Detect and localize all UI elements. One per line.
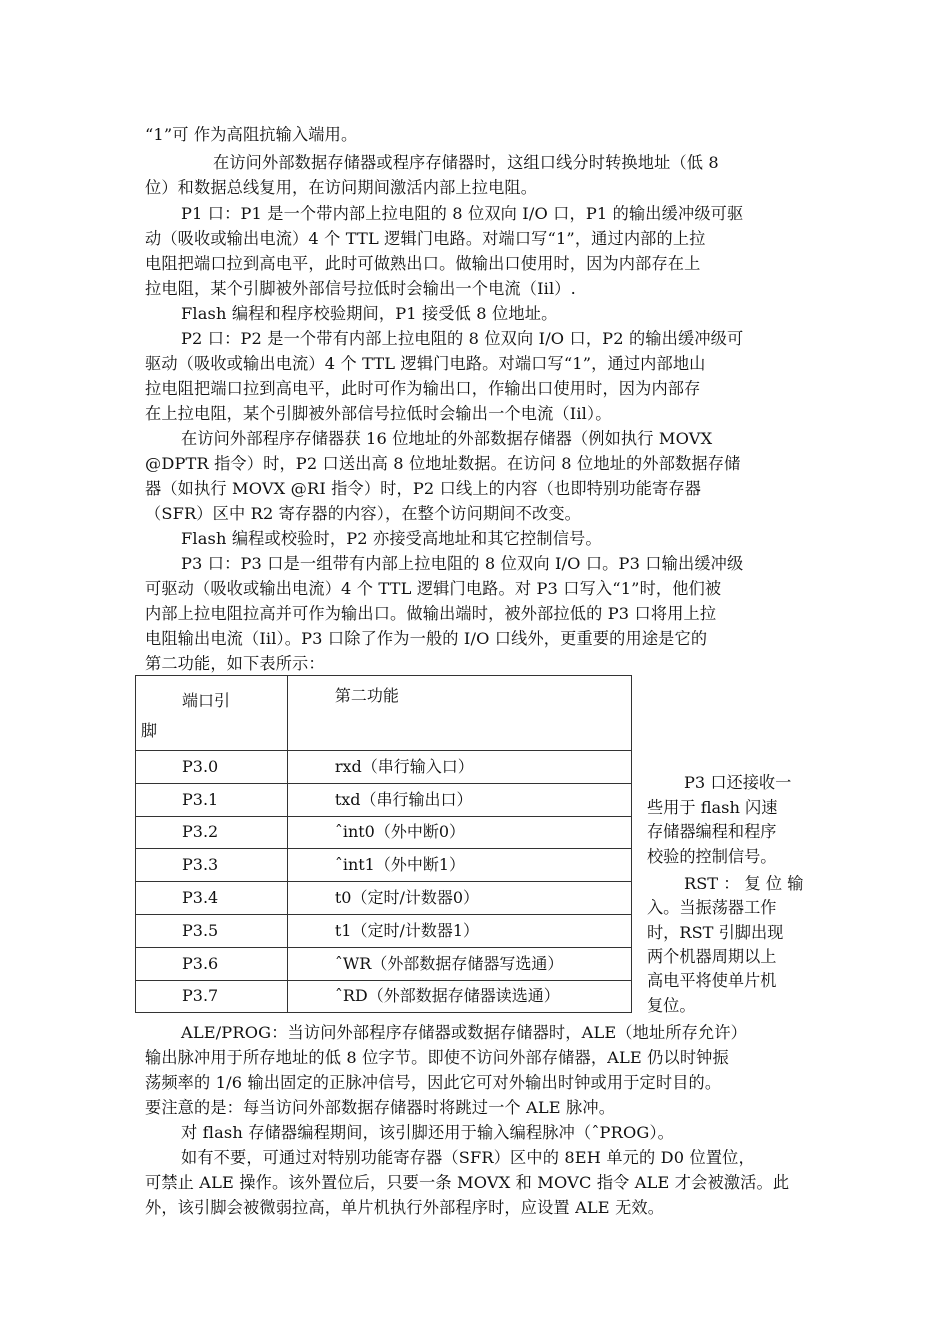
table-row: [136, 783, 632, 816]
side-text-line: 存储器编程和程序: [647, 822, 777, 841]
text-line: 在访问外部数据存储器或程序存储器时，这组口线分时转换地址（低 8: [213, 153, 719, 172]
function-cell: t1（定时/计数器1）: [287, 914, 631, 947]
side-text-line: 时，RST 引脚出现: [647, 923, 784, 942]
text-line: 第二功能，如下表所示：: [145, 654, 325, 673]
text-line: 器（如执行 MOVX @RI 指令）时，P2 口线上的内容（也即特别功能寄存器: [145, 479, 702, 498]
text-line: 拉电阻，某个引脚被外部信号拉低时会输出一个电流（Iil）.: [145, 279, 576, 298]
text-line: @DPTR 指令）时，P2 口送出高 8 位地址数据。在访问 8 位地址的外部数据存储: [145, 454, 741, 473]
text-line: 驱动（吸收或输出电流）4 个 TTL 逻辑门电路。对端口写“1”，通过内部地山: [145, 354, 706, 373]
text-line: 可禁止 ALE 操作。该外置位后，只要一条 MOVX 和 MOVC 指令 ALE 才会被激活。此: [145, 1173, 790, 1192]
text-line: 输出脉冲用于所存地址的低 8 位字节。即使不访问外部存储器，ALE 仍以时钟振: [145, 1048, 729, 1067]
header-function: 第二功能: [287, 676, 631, 751]
table-row: [136, 849, 632, 882]
side-text-line: 两个机器周期以上: [647, 947, 777, 966]
function-cell: rxd（串行输入口）: [287, 751, 631, 784]
side-text-line: P3 口还接收一: [684, 773, 792, 792]
text-line: 在访问外部程序存储器获 16 位地址的外部数据存储器（例如执行 MOVX: [181, 429, 713, 448]
function-cell: ˆRD（外部数据存储器读选通）: [287, 980, 631, 1013]
text-line: 位）和数据总线复用，在访问期间激活内部上拉电阻。: [145, 178, 538, 197]
text-line: Flash 编程和程序校验期间，P1 接受低 8 位地址。: [181, 304, 558, 323]
table-row: [136, 947, 632, 980]
text-line: 在上拉电阻，某个引脚被外部信号拉低时会输出一个电流（Iil）。: [145, 404, 612, 423]
pin-cell: P3.3: [136, 849, 288, 882]
table-row: [136, 980, 632, 1013]
text-line: 要注意的是：每当访问外部数据存储器时将跳过一个 ALE 脉冲。: [145, 1098, 616, 1117]
table-row: [136, 816, 632, 849]
text-line: 可驱动（吸收或输出电流）4 个 TTL 逻辑门电路。对 P3 口写入“1”时，他们被: [145, 579, 722, 598]
table-row: [136, 751, 632, 784]
side-text-line: 高电平将使单片机: [647, 971, 777, 990]
function-cell: txd（串行输出口）: [287, 783, 631, 816]
text-line: 如有不要，可通过对特别功能寄存器（SFR）区中的 8EH 单元的 D0 位置位，: [181, 1148, 755, 1167]
side-text-line: 复位。: [647, 996, 696, 1015]
text-line: 动（吸收或输出电流）4 个 TTL 逻辑门电路。对端口写“1”，通过内部的上拉: [145, 229, 706, 248]
pin-cell: P3.6: [136, 947, 288, 980]
table-row: [136, 882, 632, 915]
text-line: “1”可 作为高阻抗输入端用。: [145, 125, 358, 144]
side-text-line: RST ： 复 位 输: [684, 874, 804, 893]
text-line: P1 口：P1 是一个带内部上拉电阻的 8 位双向 I/O 口，P1 的输出缓冲级可驱: [181, 204, 744, 223]
side-text-line: 校验的控制信号。: [647, 847, 777, 866]
side-text-line: 入。当振荡器工作: [647, 898, 777, 917]
text-line: P2 口：P2 是一个带有内部上拉电阻的 8 位双向 I/O 口，P2 的输出缓冲级可: [181, 329, 744, 348]
text-line: Flash 编程或校验时，P2 亦接受高地址和其它控制信号。: [181, 529, 602, 548]
text-line: 对 flash 存储器编程期间，该引脚还用于输入编程脉冲（ˆPROG）。: [181, 1123, 675, 1142]
text-line: 电阻把端口拉到高电平，此时可做熟出口。做输出口使用时，因为内部存在上: [145, 254, 701, 273]
header-pin-part2: 脚: [141, 721, 158, 740]
text-line: 荡频率的 1/6 输出固定的正脉冲信号，因此它可对外输出时钟或用于定时目的。: [145, 1073, 722, 1092]
text-line: ALE/PROG：当访问外部程序存储器或数据存储器时，ALE（地址所存允许）: [181, 1023, 748, 1042]
pin-cell: P3.4: [136, 882, 288, 915]
pin-cell: P3.0: [136, 751, 288, 784]
text-line: 内部上拉电阻拉高并可作为输出口。做输出端时，被外部拉低的 P3 口将用上拉: [145, 604, 717, 623]
pin-cell: P3.5: [136, 914, 288, 947]
text-line: 拉电阻把端口拉到高电平，此时可作为输出口，作输出口使用时，因为内部存: [145, 379, 701, 398]
function-cell: ˆWR（外部数据存储器写选通）: [287, 947, 631, 980]
header-pin: [136, 676, 288, 751]
text-line: P3 口：P3 口是一组带有内部上拉电阻的 8 位双向 I/O 口。P3 口输出缓冲级: [181, 554, 744, 573]
pin-cell: P3.1: [136, 783, 288, 816]
function-cell: ˆint0（外中断0）: [287, 816, 631, 849]
p3-function-table: [135, 675, 632, 1013]
table-header-row: [136, 676, 632, 751]
pin-cell: P3.2: [136, 816, 288, 849]
pin-cell: P3.7: [136, 980, 288, 1013]
text-line: 电阻输出电流（Iil）。P3 口除了作为一般的 I/O 口线外，更重要的用途是它的: [145, 629, 708, 648]
function-cell: t0（定时/计数器0）: [287, 882, 631, 915]
header-pin-part1: 端口引: [182, 691, 231, 710]
text-line: 外，该引脚会被微弱拉高，单片机执行外部程序时，应设置 ALE 无效。: [145, 1198, 665, 1217]
text-line: （SFR）区中 R2 寄存器的内容），在整个访问期间不改变。: [145, 504, 581, 523]
function-cell: ˆint1（外中断1）: [287, 849, 631, 882]
table-row: [136, 914, 632, 947]
side-text-line: 些用于 flash 闪速: [647, 798, 778, 817]
